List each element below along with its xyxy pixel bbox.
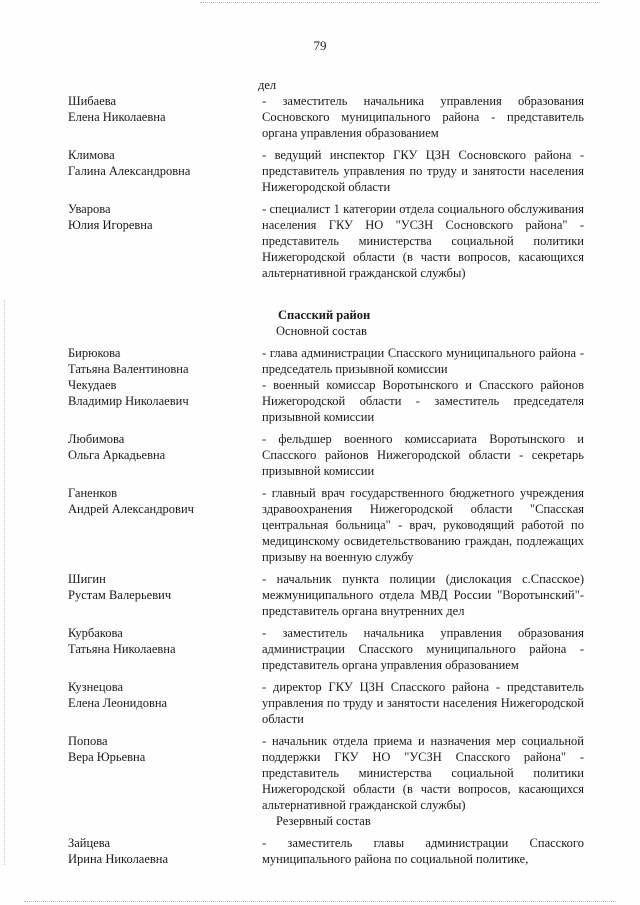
member-name bbox=[0, 93, 258, 125]
member-name bbox=[0, 485, 258, 517]
member-given-name: Татьяна Николаевна bbox=[68, 642, 176, 656]
member-entry bbox=[0, 679, 640, 727]
member-role: - начальник пункта полиции (дислокация с.Спасское) межмуниципального отдела МВД России "Воротынский"- представитель органа внутренних дел bbox=[262, 572, 584, 618]
member-surname: Любимова bbox=[68, 432, 125, 446]
member-role: - специалист 1 категории отдела социального обслуживания населения ГКУ НО "УСЗН Сосновского района" - представитель министерства социальной политики Нижегородской области (в части вопросов, касающихся альтернативной гражданской службы) bbox=[262, 202, 584, 280]
previous-role-continuation: дел bbox=[258, 78, 277, 92]
member-entry bbox=[0, 485, 640, 565]
member-given-name: Елена Николаевна bbox=[68, 110, 166, 124]
member-given-name: Владимир Николаевич bbox=[68, 394, 189, 408]
member-given-name: Елена Леонидовна bbox=[68, 696, 168, 710]
member-role: - главный врач государственного бюджетного учреждения здравоохранения Нижегородской области "Спасская центральная больница" - врач, руководящий работой по медицинскому освидетельствованию граждан, подлежащих призыву на военную службу bbox=[262, 486, 584, 564]
member-entry bbox=[0, 377, 640, 425]
member-surname: Зайцева bbox=[68, 836, 111, 850]
member-name bbox=[0, 201, 258, 233]
member-surname: Климова bbox=[68, 148, 115, 162]
page-number: 79 bbox=[313, 38, 327, 53]
reserve-composition-heading: Резервный состав bbox=[276, 814, 371, 828]
member-entry bbox=[0, 345, 640, 377]
member-entry bbox=[0, 93, 640, 141]
scan-border-bottom bbox=[24, 901, 616, 902]
member-name bbox=[0, 733, 258, 765]
member-given-name: Ирина Николаевна bbox=[68, 852, 169, 866]
member-given-name: Рустам Валерьевич bbox=[68, 588, 172, 602]
member-surname: Чекудаев bbox=[68, 378, 117, 392]
member-surname: Бирюкова bbox=[68, 346, 121, 360]
member-given-name: Юлия Игоревна bbox=[68, 218, 153, 232]
member-role: - директор ГКУ ЦЗН Спасского района - представитель управления по труду и занятости населения Нижегородской области bbox=[262, 680, 584, 726]
member-role: - заместитель начальника управления образования Сосновского муниципального района - представитель органа управления образованием bbox=[262, 94, 584, 140]
member-name bbox=[0, 345, 258, 377]
member-given-name: Вера Юрьевна bbox=[68, 750, 146, 764]
member-name bbox=[0, 679, 258, 711]
member-entry bbox=[0, 835, 640, 867]
member-surname: Попова bbox=[68, 734, 108, 748]
member-surname: Шигин bbox=[68, 572, 106, 586]
member-entry bbox=[0, 147, 640, 195]
member-surname: Курбакова bbox=[68, 626, 123, 640]
member-role: - глава администрации Спасского муниципального района - председатель призывной комиссии bbox=[262, 346, 584, 376]
member-name bbox=[0, 377, 258, 409]
member-given-name: Андрей Александрович bbox=[68, 502, 194, 516]
main-composition-heading: Основной состав bbox=[276, 324, 367, 338]
member-role: - заместитель начальника управления образования администрации Спасского муниципального района - представитель органа управления образованием bbox=[262, 626, 584, 672]
member-role: - начальник отдела приема и назначения мер социальной поддержки ГКУ НО "УСЗН Спасского района" - представитель министерства социальной политики Нижегородской области (в части вопросов, касающихся альтернативной гражданской службы) bbox=[262, 734, 584, 812]
district-heading: Спасский район bbox=[278, 308, 371, 322]
member-name bbox=[0, 625, 258, 657]
member-surname: Ганенков bbox=[68, 486, 117, 500]
member-entry bbox=[0, 201, 640, 281]
member-role: - ведущий инспектор ГКУ ЦЗН Сосновского района - представитель управления по труду и занятости населения Нижегородской области bbox=[262, 148, 584, 194]
member-entry bbox=[0, 625, 640, 673]
scan-border-top bbox=[200, 2, 600, 3]
member-entry bbox=[0, 431, 640, 479]
member-given-name: Галина Александровна bbox=[68, 164, 191, 178]
member-surname: Шибаева bbox=[68, 94, 117, 108]
member-surname: Кузнецова bbox=[68, 680, 124, 694]
member-name bbox=[0, 835, 258, 867]
member-entry bbox=[0, 571, 640, 619]
member-surname: Уварова bbox=[68, 202, 111, 216]
member-name bbox=[0, 571, 258, 603]
member-given-name: Ольга Аркадьевна bbox=[68, 448, 166, 462]
document-body bbox=[0, 77, 640, 867]
member-role: - заместитель главы администрации Спасского муниципального района по социальной политике, bbox=[262, 836, 584, 866]
member-role: - фельдшер военного комиссариата Воротынского и Спасского районов Нижегородской области - секретарь призывной комиссии bbox=[262, 432, 584, 478]
member-given-name: Татьяна Валентиновна bbox=[68, 362, 189, 376]
member-name bbox=[0, 431, 258, 463]
member-entry bbox=[0, 733, 640, 813]
member-role: - военный комиссар Воротынского и Спасского районов Нижегородской области - заместитель председателя призывной комиссии bbox=[262, 378, 584, 424]
member-name bbox=[0, 147, 258, 179]
